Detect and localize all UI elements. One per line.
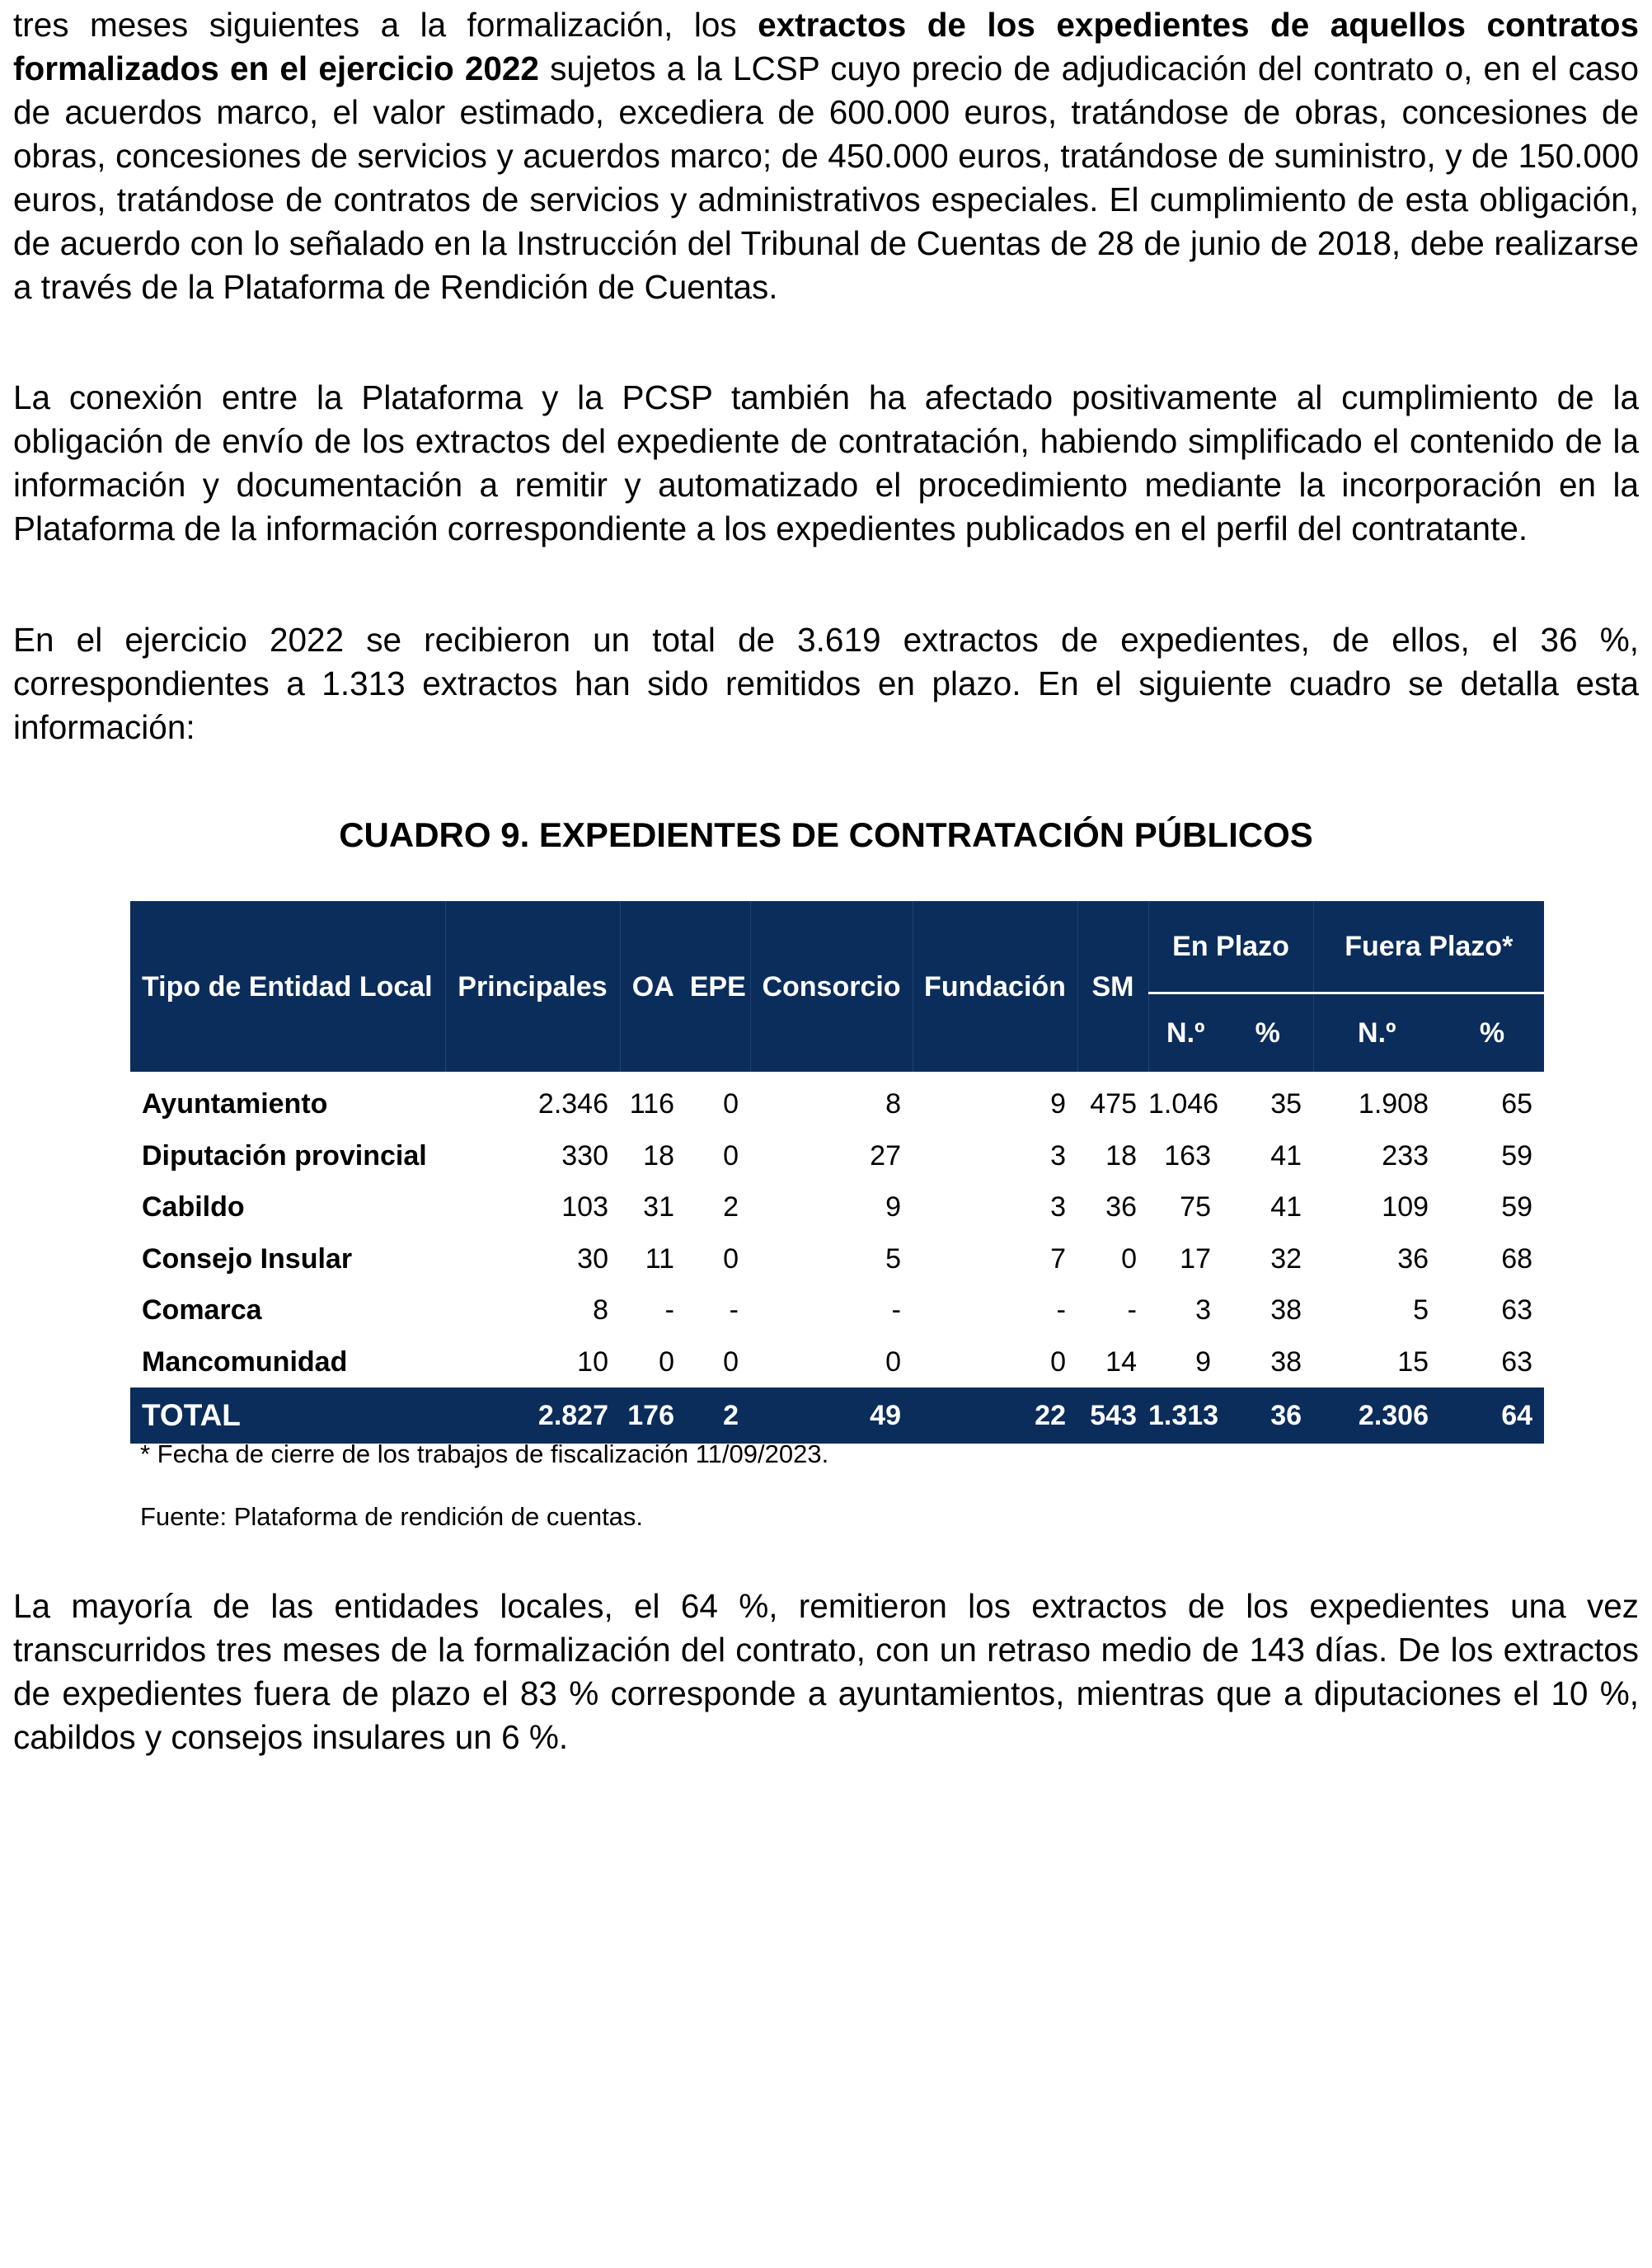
- cell-value: 7: [1050, 1242, 1066, 1275]
- cell-value: 109: [1382, 1191, 1429, 1223]
- cell-value: 36: [1105, 1191, 1137, 1223]
- cell-value: 163: [1164, 1139, 1211, 1172]
- paragraph-1-text-b: sujetos a la LCSP cuyo precio de adjudicación del contrato o, en el caso de acuerdos marco, el valor estimado, excediera de 600.000 euros, tratándose de obras, concesiones de obras, concesiones de servicios y acuerdos marco; de 450.000 euros, tratándose de suministro, y de 150.000 euros, tratándose de contratos de servicios y administrativos especiales. El cumplimiento de esta obligación, de acuerdo con lo señalado en la Instrucción del Tribunal de Cuentas de 28 de junio de 2018, debe realizarse a través de la Plataforma de Rendición de Cuentas.: [13, 49, 1640, 306]
- cell-entity: Diputación provincial: [142, 1139, 427, 1172]
- contracts-table: [130, 901, 1544, 1444]
- table-source: Fuente: Plataforma de rendición de cuentas.: [140, 1502, 644, 1531]
- cell-total-value: 49: [750, 1388, 913, 1444]
- cell-value: 0: [723, 1088, 739, 1120]
- header-fundacion: Fundación: [913, 901, 1077, 1072]
- cell-value: 0: [885, 1345, 901, 1378]
- header-en-plazo-pct: %: [1223, 993, 1313, 1073]
- cell-total-value: 2: [686, 1388, 750, 1444]
- table-row: [130, 1181, 1544, 1233]
- header-oa: OA: [620, 901, 686, 1072]
- cell-value: 3: [1050, 1191, 1066, 1223]
- cell-value: 0: [1121, 1242, 1137, 1275]
- cell-value: 5: [885, 1242, 901, 1275]
- header-consorcio: Consorcio: [750, 901, 913, 1072]
- cell-value: 0: [723, 1242, 739, 1275]
- cell-value: 3: [1050, 1139, 1066, 1172]
- cell-value: 10: [577, 1345, 608, 1378]
- cell-value: -: [1056, 1294, 1066, 1327]
- cell-value: 32: [1270, 1242, 1302, 1275]
- cell-value: 11: [645, 1242, 674, 1275]
- cell-value: 59: [1501, 1139, 1533, 1172]
- cell-value: 65: [1501, 1088, 1533, 1120]
- table-footnote: * Fecha de cierre de los trabajos de fiscalización 11/09/2023.: [140, 1439, 829, 1468]
- cell-value: 475: [1090, 1088, 1137, 1120]
- cell-total-value: 22: [913, 1388, 1077, 1444]
- paragraph-1-bold: extractos de los expedientes de aquellos contratos formalizados en el ejercicio 2022: [13, 6, 1639, 87]
- header-sm: SM: [1077, 901, 1148, 1072]
- cell-value: 2.346: [537, 1088, 608, 1120]
- cell-value: 63: [1501, 1345, 1533, 1378]
- cell-value: 63: [1501, 1294, 1533, 1327]
- cell-total-value: 2.306: [1313, 1388, 1440, 1444]
- cell-value: 30: [577, 1242, 608, 1275]
- cell-value: 5: [1413, 1294, 1429, 1327]
- cell-total-value: 1.313: [1148, 1388, 1223, 1444]
- cell-value: 75: [1180, 1191, 1211, 1223]
- cell-value: 1.908: [1358, 1088, 1429, 1120]
- cell-value: 0: [723, 1139, 739, 1172]
- cell-value: 27: [870, 1139, 901, 1172]
- cell-value: 36: [1397, 1242, 1429, 1275]
- cell-value: 3: [1195, 1294, 1211, 1327]
- cell-value: 18: [1105, 1139, 1137, 1172]
- cell-value: 35: [1270, 1088, 1302, 1120]
- cell-value: 9: [1195, 1345, 1211, 1378]
- paragraph-3: En el ejercicio 2022 se recibieron un total de 3.619 extractos de expedientes, de ellos, el 36 %, correspondientes a 1.313 extractos han sido remitidos en plazo. En el siguiente cuadro se detalla esta información:: [13, 621, 1639, 746]
- cell-value: 2: [723, 1191, 739, 1223]
- cell-total-value: 2.827: [445, 1388, 620, 1444]
- cell-value: 38: [1270, 1294, 1302, 1327]
- cell-value: 233: [1382, 1139, 1429, 1172]
- cell-value: 1.046: [1148, 1088, 1219, 1120]
- cell-value: -: [891, 1294, 901, 1327]
- table-row: [130, 1284, 1544, 1336]
- header-principales: Principales: [445, 901, 620, 1072]
- paragraph-2: La conexión entre la Plataforma y la PCSP también ha afectado positivamente al cumplimiento de la obligación de envío de los extractos del expediente de contratación, habiendo simplificado el contenido de la información y documentación a remitir y automatizado el procedimiento mediante la incorporación en la Plataforma de la información correspondiente a los expedientes publicados en el perfil del contratante.: [13, 378, 1639, 547]
- header-fuera-plazo-n: N.º: [1313, 993, 1440, 1073]
- paragraph-1-text-a: tres meses siguientes a la formalización, los: [13, 6, 758, 44]
- cell-entity: Consejo Insular: [142, 1242, 353, 1275]
- cell-value: 68: [1501, 1242, 1533, 1275]
- cell-total-value: 176: [620, 1388, 686, 1444]
- cell-entity: Comarca: [142, 1294, 262, 1327]
- cell-value: 8: [885, 1088, 901, 1120]
- cell-value: 0: [659, 1345, 674, 1378]
- cell-value: 14: [1105, 1345, 1137, 1378]
- cell-value: 59: [1501, 1191, 1533, 1223]
- table-row: [130, 1130, 1544, 1182]
- cell-value: 41: [1270, 1139, 1302, 1172]
- cell-value: 0: [723, 1345, 739, 1378]
- paragraph-1: [13, 3, 1639, 309]
- cell-entity: Ayuntamiento: [142, 1088, 328, 1120]
- paragraph-4: La mayoría de las entidades locales, el 64 %, remitieron los extractos de los expedientes una vez transcurridos tres meses de la formalización del contrato, con un retraso medio de 143 días. De los extractos de expedientes fuera de plazo el 83 % corresponde a ayuntamientos, mientras que a diputaciones el 10 %, cabildos y consejos insulares un 6 %.: [13, 1587, 1639, 1756]
- cell-total-value: 543: [1077, 1388, 1148, 1444]
- cell-value: 8: [593, 1294, 608, 1327]
- cell-value: -: [1127, 1294, 1137, 1327]
- table-row: [130, 1233, 1544, 1285]
- cell-value: 38: [1270, 1345, 1302, 1378]
- cell-value: 330: [561, 1139, 608, 1172]
- header-en-plazo-n: N.º: [1148, 993, 1223, 1073]
- cell-value: 9: [885, 1191, 901, 1223]
- cell-value: 103: [561, 1191, 608, 1223]
- cell-value: 17: [1180, 1242, 1211, 1275]
- cell-value: 116: [629, 1088, 674, 1120]
- header-epe: EPE: [686, 901, 750, 1072]
- header-fuera-plazo-pct: %: [1440, 993, 1544, 1073]
- cell-value: 0: [1050, 1345, 1066, 1378]
- header-fuera-plazo: Fuera Plazo*: [1313, 901, 1544, 993]
- header-en-plazo: En Plazo: [1148, 901, 1313, 993]
- cell-total-value: 64: [1440, 1388, 1544, 1444]
- cell-value: -: [729, 1294, 739, 1327]
- cell-value: 41: [1270, 1191, 1302, 1223]
- cell-total-value: 36: [1223, 1388, 1313, 1444]
- table-row: [130, 1072, 1544, 1130]
- cell-value: 18: [643, 1139, 674, 1172]
- cell-entity: Mancomunidad: [142, 1345, 348, 1378]
- cell-value: 15: [1397, 1345, 1429, 1378]
- table-title: CUADRO 9. EXPEDIENTES DE CONTRATACIÓN PÚBLICOS: [339, 815, 1313, 854]
- table-total-row: [130, 1388, 1544, 1444]
- cell-value: 31: [643, 1191, 674, 1223]
- cell-value: 9: [1050, 1088, 1066, 1120]
- table-row: [130, 1336, 1544, 1388]
- cell-total-label: TOTAL: [130, 1388, 445, 1444]
- cell-entity: Cabildo: [142, 1191, 245, 1223]
- header-tipo: Tipo de Entidad Local: [130, 901, 445, 1072]
- cell-value: -: [664, 1294, 674, 1327]
